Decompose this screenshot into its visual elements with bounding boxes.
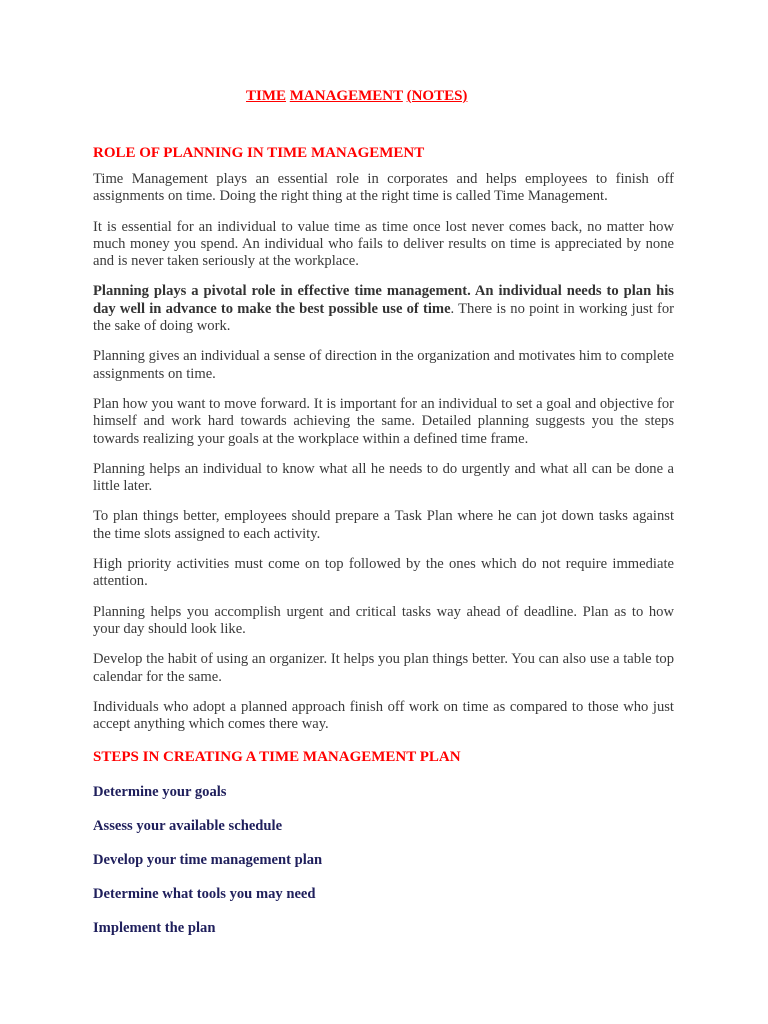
step-item: Implement the plan — [93, 920, 216, 937]
paragraph-9: Planning helps you accomplish urgent and critical tasks way ahead of deadline. Plan as to how your day should look like. — [93, 603, 674, 637]
step-item: Assess your available schedule — [93, 818, 283, 835]
paragraph-6: Planning helps an individual to know what all he needs to do urgently and what all can be done a little later. — [93, 460, 674, 495]
paragraph-3-bold: Planning plays a pivotal role in effective time management. An individual needs to plan his day well in advance to make the best possible use of time — [93, 283, 674, 317]
title-word-time: TIME — [246, 88, 287, 104]
steps-list — [93, 783, 674, 937]
step-item: Determine your goals — [93, 784, 227, 801]
section-heading-steps: STEPS IN CREATING A TIME MANAGEMENT PLAN — [93, 749, 461, 766]
paragraph-8: High priority activities must come on top followed by the ones which do not require immediate attention. — [93, 556, 674, 590]
paragraph-7: To plan things better, employees should prepare a Task Plan where he can jot down tasks against the time slots assigned to each activity. — [93, 508, 674, 542]
title-word-notes: (NOTES) — [406, 88, 468, 104]
paragraph-11: Individuals who adopt a planned approach finish off work on time as compared to those who just accept anything which comes there way. — [93, 698, 674, 733]
paragraph-2: It is essential for an individual to value time as time once lost never comes back, no matter how much money you spend. An individual who fails to deliver results on time is appreciated by none and is never taken seriously at the workplace. — [93, 218, 674, 270]
paragraph-4: Planning gives an individual a sense of direction in the organization and motivates him to complete assignments on time. — [93, 348, 674, 382]
title-word-management: MANAGEMENT — [289, 88, 403, 104]
section-heading-role-of-planning: ROLE OF PLANNING IN TIME MANAGEMENT — [93, 145, 425, 161]
document-title — [93, 86, 674, 106]
paragraph-10: Develop the habit of using an organizer. It helps you plan things better. You can also use a table top calendar for the same. — [93, 651, 674, 685]
step-item: Develop your time management plan — [93, 852, 323, 869]
step-item: Determine what tools you may need — [93, 886, 316, 903]
paragraph-3-rest: . There is no point in working just for the sake of doing work. — [93, 300, 674, 335]
paragraph-5: Plan how you want to move forward. It is important for an individual to set a goal and objective for himself and work hard towards achieving the same. Detailed planning suggests you the steps towards realizing your goals at the workplace within a defined time frame. — [93, 395, 674, 447]
paragraph-1: Time Management plays an essential role in corporates and helps employees to finish off assignments on time. Doing the right thing at the right time is called Time Management. — [93, 171, 674, 205]
paragraph-3 — [93, 283, 674, 335]
